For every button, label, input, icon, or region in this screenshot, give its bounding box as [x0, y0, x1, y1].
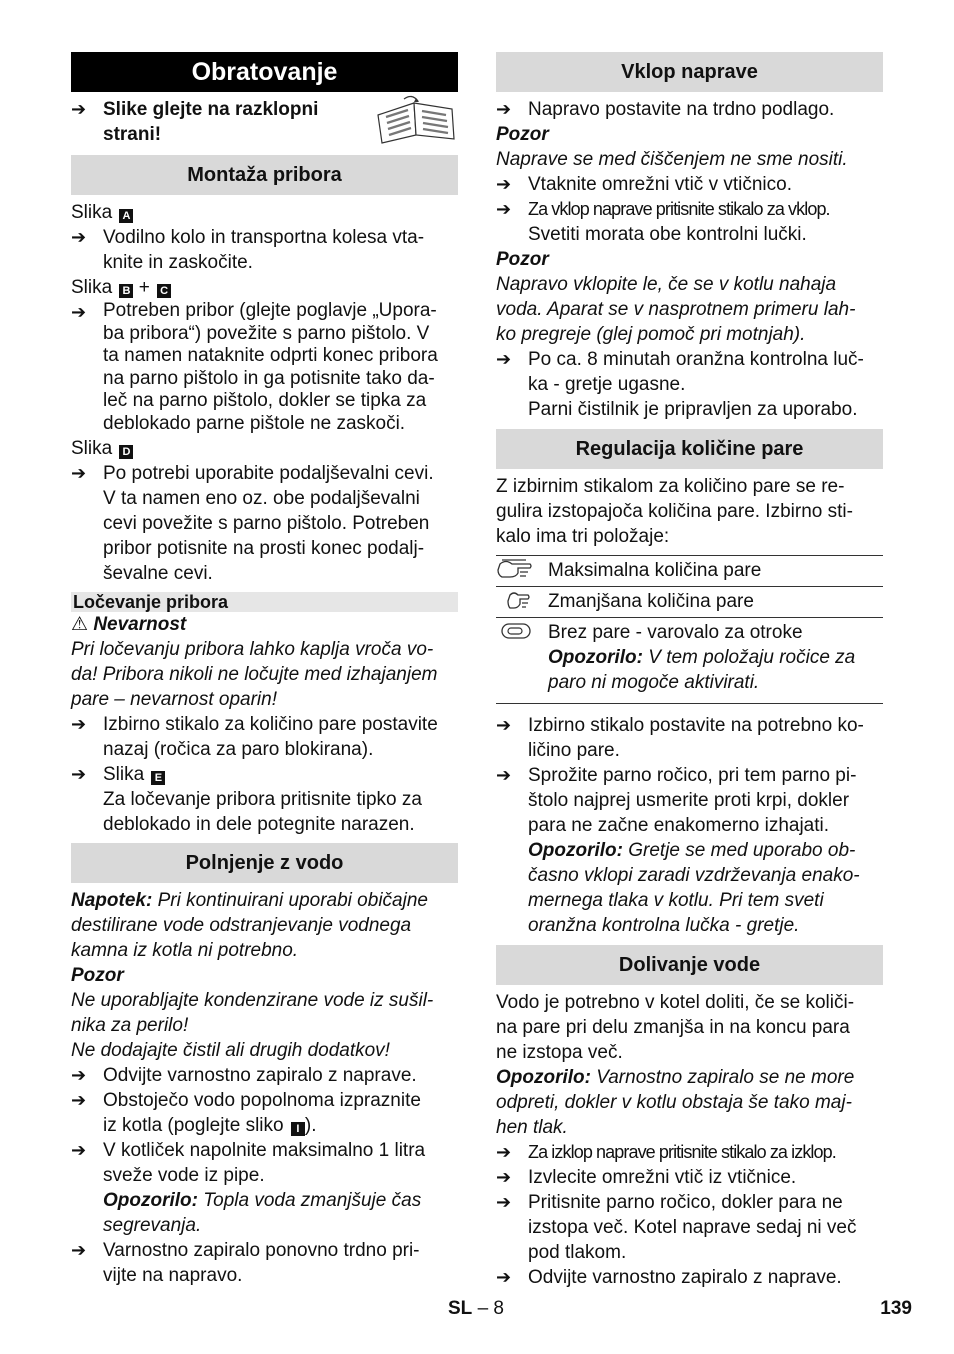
caution-text: Ne uporabljajte kondenzirane vode iz sušil- nika za perilo! Ne dodajajte čistil ali drugih dodatkov! [71, 989, 434, 1061]
arrow-icon: ➔ [496, 1142, 512, 1162]
page-number: 139 [880, 1298, 912, 1319]
steam-intro: Z izbirnim stikalom za količino pare se re- gulira izstopajoča količina pare. Izbirno sti- kalo ima tri položaje: [496, 476, 853, 547]
figure-label-a: A [119, 209, 133, 223]
list-item: ➔ Vodilno kolo in transportna kolesa vta- knite in zaskočite. [71, 227, 425, 273]
page-footer [0, 1298, 954, 1323]
reduced-steam-icon [496, 589, 534, 611]
list-item: ➔ Izbirno stikalo postavite na potrebno ko- ličino pare. [496, 715, 864, 761]
arrow-icon: ➔ [71, 763, 87, 784]
list-item: ➔ Po ca. 8 minutah oranžna kontrolna luč- ka - gretje ugasne. Parni čistilnik je pripravljen za uporabo. [496, 349, 864, 420]
section-title-polnjenje: Polnjenje z vodo [71, 843, 458, 883]
page-title: Obratovanje [71, 52, 458, 92]
list-item: ➔ Vtaknite omrežni vtič v vtičnico. [496, 174, 792, 195]
warning-icon: ⚠ [71, 613, 89, 635]
list-item: ➔ Izbirno stikalo za količino pare postavite nazaj (ročica za paro blokirana). [71, 713, 438, 760]
caution-text: Naprave se med čiščenjem ne sme nositi. [496, 149, 848, 170]
danger-text: Pri ločevanju pribora lahko kaplja vroča vo- da! Pribora nikoli ne ločujte med izhajanjem pare – nevarnost oparin! [71, 638, 438, 710]
table-row: Zmanjšana količina pare [496, 587, 883, 618]
list-item: ➔ Napravo postavite na trdno podlago. [496, 99, 835, 120]
arrow-icon: ➔ [71, 462, 87, 483]
arrow-icon: ➔ [71, 1239, 87, 1260]
right-column [496, 52, 883, 1290]
caution-heading: Pozor [496, 249, 549, 270]
figure-label-d: D [119, 445, 133, 459]
arrow-icon: ➔ [496, 1167, 512, 1187]
caution-heading: Pozor [496, 124, 549, 145]
list-item: ➔ Izvlecite omrežni vtič iz vtičnice. [496, 1167, 797, 1188]
section-title-regulacija: Regulacija količine pare [496, 429, 883, 469]
arrow-icon: ➔ [71, 713, 87, 734]
arrow-icon: ➔ [71, 1139, 87, 1160]
figure-label-i: I [291, 1122, 305, 1136]
arrow-icon: ➔ [496, 1192, 512, 1212]
subsection-title-locevanje: Ločevanje pribora [71, 592, 458, 612]
list-item: ➔ Za izklop naprave pritisnite stikalo za izklop. [496, 1140, 883, 1165]
arrow-icon: ➔ [496, 199, 512, 219]
arrow-icon: ➔ [71, 1089, 87, 1110]
figure-label-e: E [151, 771, 165, 785]
open-manual-icon [374, 95, 458, 145]
list-item: ➔ Po potrebi uporabite podaljševalni cevi. V ta namen eno oz. obe podaljševalni cevi povežite s parno pištolo. Potreben pribor potisnite na prosti konec podalj- ševalne cevi. [71, 462, 434, 584]
arrow-icon: ➔ [496, 349, 512, 369]
arrow-icon: ➔ [71, 302, 87, 322]
section-title-montaza: Montaža pribora [71, 155, 458, 195]
list-item: ➔ Odvijte varnostno zapiralo z naprave. [71, 1064, 417, 1086]
figure-ref: Slika D [71, 436, 458, 461]
list-item: ➔ Pritisnite parno ročico, dokler para ne izstopa več. Kotel naprave sedaj ni več pod tlakom. [496, 1192, 857, 1263]
caution-heading: Pozor [71, 964, 124, 986]
arrow-icon: ➔ [496, 715, 512, 735]
section-title-vklop: Vklop naprave [496, 52, 883, 92]
arrow-icon: ➔ [496, 765, 512, 785]
max-steam-icon [496, 558, 534, 580]
figure-label-b: B [119, 284, 133, 298]
list-item: ➔ Varnostno zapiralo ponovno trdno pri- vijte na napravo. [71, 1239, 420, 1286]
caution-text: Napravo vklopite le, če se v kotlu nahaja voda. Aparat se v nasprotnem primeru lah- ko pregreje (glej pomoč pri motnjah). [496, 274, 856, 345]
section-title-dolivanje: Dolivanje vode [496, 945, 883, 985]
table-row: Maksimalna količina pare [496, 556, 883, 587]
table-row: Brez pare - varovalo za otroke Opozorilo: V tem položaju ročice za paro ni mogoče aktivirati. [496, 618, 883, 704]
intro-step: ➔ Slike glejte na razklopni strani! [71, 99, 319, 145]
refill-intro: Vodo je potrebno v kotel doliti, če se količi- na pare pri delu zmanjša in na koncu para ne izstopa več. [496, 992, 855, 1063]
left-column [71, 52, 458, 1288]
no-steam-lock-icon [496, 620, 534, 642]
steam-positions-table [496, 555, 883, 704]
arrow-icon: ➔ [496, 1267, 512, 1287]
arrow-icon: ➔ [496, 99, 512, 119]
footer-page-ref: SL – 8 [448, 1298, 504, 1319]
figure-ref: Slika B + C [71, 275, 458, 300]
arrow-icon: ➔ [496, 174, 512, 194]
note-text: Napotek: Pri kontinuirani uporabi običajne destilirane vode odstranjevanje vodnega kamna iz kotla ni potrebno. [71, 889, 428, 961]
warning-text: Opozorilo: Varnostno zapiralo se ne more odpreti, dokler v kotlu obstaja še tako maj- hen tlak. [496, 1067, 855, 1138]
list-item: ➔ Sprožite parno ročico, pri tem parno pi- štolo najprej usmerite proti krpi, dokler para ne začne enakomerno izhajati. Opozorilo: Gretje se med uporabo ob- časno vklopi zaradi vzdrževanja enako- mernega tlaka v kotlu. Pri tem sveti oranžna kontrolna lučka - gretje. [496, 765, 860, 936]
list-item: ➔ Za vklop naprave pritisnite stikalo za vklop. Svetiti morata obe kontrolni lučki. [496, 199, 830, 245]
list-item: ➔ Obstoječo vodo popolnoma izpraznite iz kotla (poglejte sliko I ). [71, 1089, 421, 1136]
arrow-icon: ➔ [71, 99, 87, 119]
figure-ref: Slika A [71, 200, 458, 225]
list-item: ➔ Odvijte varnostno zapiralo z naprave. [496, 1267, 842, 1288]
danger-heading: ⚠ Nevarnost [71, 613, 187, 635]
figure-label-c: C [157, 284, 171, 298]
arrow-icon: ➔ [71, 1064, 87, 1085]
list-item: ➔ Slika E Za ločevanje pribora pritisnite tipko za deblokado in dele potegnite narazen. [71, 763, 422, 835]
list-item: ➔ V kotliček napolnite maksimalno 1 litra sveže vode iz pipe. Opozorilo: Topla voda zmanjšuje čas segrevanja. [71, 1139, 426, 1236]
list-item: ➔ Potreben pribor (glejte poglavje „Upora- ba pribora“) povežite s parno pištolo. V ta namen nataknite odprti konec pribora na parno pištolo in ga potisnite tako da- leč na parno pištolo, dokler se tipka za deblokado parne pištole ne zaskoči. [71, 300, 438, 434]
arrow-icon: ➔ [71, 227, 87, 247]
